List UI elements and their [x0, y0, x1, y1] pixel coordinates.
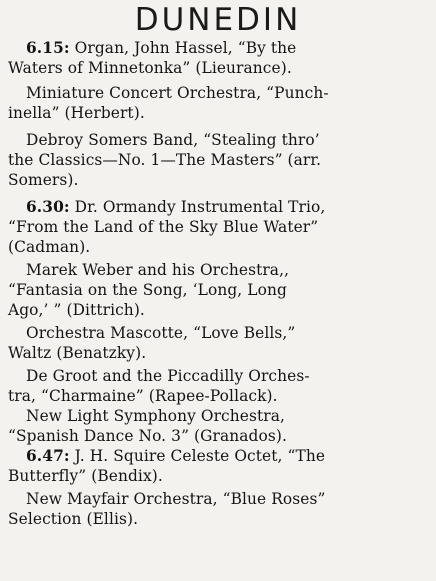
- programme-entry: [8, 130, 434, 190]
- entry-line: New Mayfair Orchestra, “Blue Roses”: [26, 490, 326, 508]
- entry-line: Butterfly” (Bendix).: [8, 467, 163, 485]
- entry-line: Waltz (Benatzky).: [8, 344, 147, 362]
- entry-line: “From the Land of the Sky Blue Water”: [8, 218, 319, 236]
- entry-line: “Spanish Dance No. 3” (Granados).: [8, 427, 287, 445]
- programme-entry-6-47: [8, 446, 434, 486]
- entry-line: Marek Weber and his Orchestra,,: [26, 261, 290, 279]
- entry-text: Organ, John Hassel, “By the: [69, 39, 297, 57]
- entry-line: the Classics—No. 1—The Masters” (arr.: [8, 151, 322, 169]
- time-label: 6.15:: [26, 39, 70, 57]
- programme-entry: [8, 260, 434, 320]
- programme-entry-6-15: [8, 38, 434, 78]
- entry-line: [8, 38, 434, 58]
- entry-line: Selection (Ellis).: [8, 510, 139, 528]
- entry-line: De Groot and the Piccadilly Orches-: [26, 367, 310, 385]
- entry-line: inella” (Herbert).: [8, 104, 145, 122]
- programme-listing: [8, 38, 434, 529]
- entry-line: “Fantasia on the Song, ‘Long, Long: [8, 281, 287, 299]
- entry-line: (Cadman).: [8, 238, 91, 256]
- time-label: 6.47:: [26, 447, 70, 465]
- entry-line: New Light Symphony Orchestra,: [26, 407, 286, 425]
- entry-text: J. H. Squire Celeste Octet, “The: [69, 447, 326, 465]
- entry-line: Somers).: [8, 171, 79, 189]
- entry-line: Waters of Minnetonka” (Lieurance).: [8, 59, 292, 77]
- entry-line: [8, 197, 434, 217]
- entry-line: Debroy Somers Band, “Stealing thro’: [26, 131, 320, 149]
- entry-line: [8, 446, 434, 466]
- entry-line: Miniature Concert Orchestra, “Punch-: [26, 84, 329, 102]
- entry-line: Ago,’ ” (Dittrich).: [8, 301, 145, 319]
- programme-entry-6-30: [8, 197, 434, 257]
- programme-entry: [8, 83, 434, 123]
- entry-text: Dr. Ormandy Instrumental Trio,: [69, 198, 326, 216]
- programme-entry: [8, 323, 434, 363]
- entry-line: tra, “Charmaine” (Rapee-Pollack).: [8, 387, 278, 405]
- programme-entry: [8, 489, 434, 529]
- time-label: 6.30:: [26, 198, 70, 216]
- station-heading: DUNEDIN: [134, 2, 302, 38]
- programme-entry: [8, 406, 434, 446]
- programme-entry: [8, 366, 434, 406]
- entry-line: Orchestra Mascotte, “Love Bells,”: [26, 324, 296, 342]
